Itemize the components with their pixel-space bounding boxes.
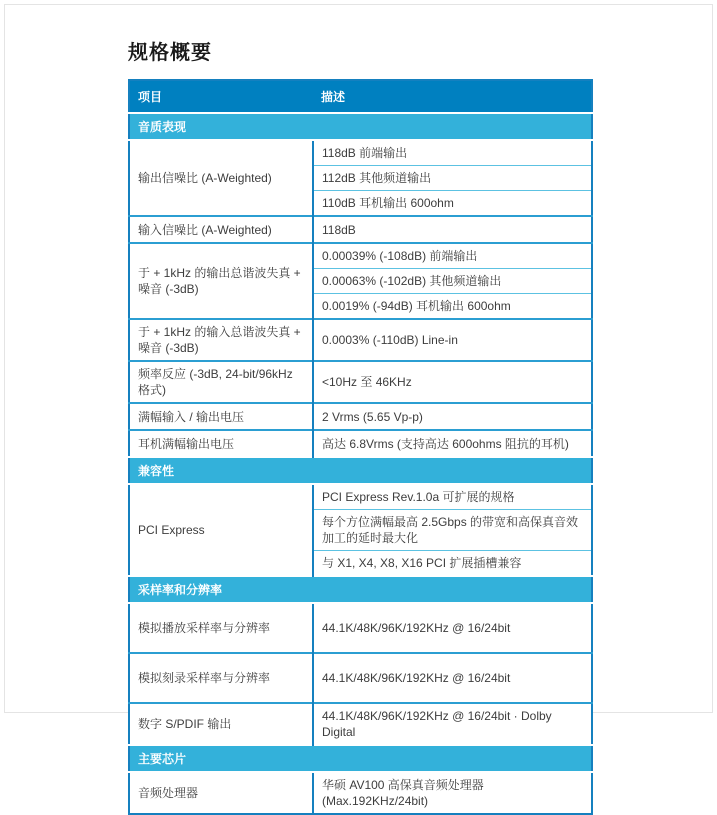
spec-value: 0.00063% (-102dB) 其他频道输出 <box>313 269 592 294</box>
spec-value: 2 Vrms (5.65 Vp-p) <box>313 403 592 430</box>
spec-item-label: 输出信噪比 (A-Weighted) <box>129 140 313 216</box>
section-header-row <box>129 113 592 140</box>
spec-item-label: 满幅输入 / 输出电压 <box>129 403 313 430</box>
section-header: 兼容性 <box>129 457 592 484</box>
table-row <box>129 772 592 814</box>
spec-value: 44.1K/48K/96K/192KHz @ 16/24bit <box>313 603 592 653</box>
spec-value: 118dB 前端输出 <box>313 140 592 166</box>
table-row <box>129 403 592 430</box>
table-row <box>129 603 592 653</box>
spec-value: 华硕 AV100 高保真音频处理器 (Max.192KHz/24bit) <box>313 772 592 814</box>
table-row <box>129 653 592 703</box>
column-header-description: 描述 <box>313 80 592 113</box>
spec-item-label: 于 + 1kHz 的输入总谐波失真 + 噪音 (-3dB) <box>129 319 313 361</box>
spec-value: 110dB 耳机输出 600ohm <box>313 191 592 217</box>
spec-value: 0.0003% (-110dB) Line-in <box>313 319 592 361</box>
column-header-item: 项目 <box>129 80 313 113</box>
spec-item-label: 音频处理器 <box>129 772 313 814</box>
table-row <box>129 484 592 510</box>
table-row <box>129 216 592 243</box>
table-row <box>129 361 592 403</box>
table-row <box>129 319 592 361</box>
spec-table <box>128 79 593 815</box>
table-row <box>129 430 592 457</box>
spec-item-label: 于 + 1kHz 的输出总谐波失真 + 噪音 (-3dB) <box>129 243 313 319</box>
page-title: 规格概要 <box>128 42 212 64</box>
section-header: 采样率和分辨率 <box>129 576 592 603</box>
spec-value: 118dB <box>313 216 592 243</box>
spec-value: 每个方位满幅最高 2.5Gbps 的带宽和高保真音效加工的延时最大化 <box>313 510 592 551</box>
spec-item-label: 输入信噪比 (A-Weighted) <box>129 216 313 243</box>
table-row <box>129 140 592 166</box>
spec-page <box>128 36 591 815</box>
spec-value: 44.1K/48K/96K/192KHz @ 16/24bit · Dolby Digital <box>313 703 592 745</box>
spec-value: PCI Express Rev.1.0a 可扩展的规格 <box>313 484 592 510</box>
spec-item-label: 模拟播放采样率与分辨率 <box>129 603 313 653</box>
section-header: 主要芯片 <box>129 745 592 772</box>
spec-value: 112dB 其他频道输出 <box>313 166 592 191</box>
table-row <box>129 703 592 745</box>
section-header-row <box>129 576 592 603</box>
spec-item-label: 模拟刻录采样率与分辨率 <box>129 653 313 703</box>
table-header-row <box>129 80 592 113</box>
section-header-row <box>129 745 592 772</box>
spec-value: <10Hz 至 46KHz <box>313 361 592 403</box>
spec-value: 高达 6.8Vrms (支持高达 600ohms 阻抗的耳机) <box>313 430 592 457</box>
spec-value: 与 X1, X4, X8, X16 PCI 扩展插槽兼容 <box>313 551 592 577</box>
table-row <box>129 243 592 269</box>
spec-item-label: 数字 S/PDIF 输出 <box>129 703 313 745</box>
spec-value: 0.0019% (-94dB) 耳机输出 600ohm <box>313 294 592 320</box>
spec-item-label: PCI Express <box>129 484 313 576</box>
spec-value: 44.1K/48K/96K/192KHz @ 16/24bit <box>313 653 592 703</box>
section-header: 音质表现 <box>129 113 592 140</box>
spec-item-label: 耳机满幅输出电压 <box>129 430 313 457</box>
spec-item-label: 频率反应 (-3dB, 24-bit/96kHz 格式) <box>129 361 313 403</box>
spec-value: 0.00039% (-108dB) 前端输出 <box>313 243 592 269</box>
section-header-row <box>129 457 592 484</box>
